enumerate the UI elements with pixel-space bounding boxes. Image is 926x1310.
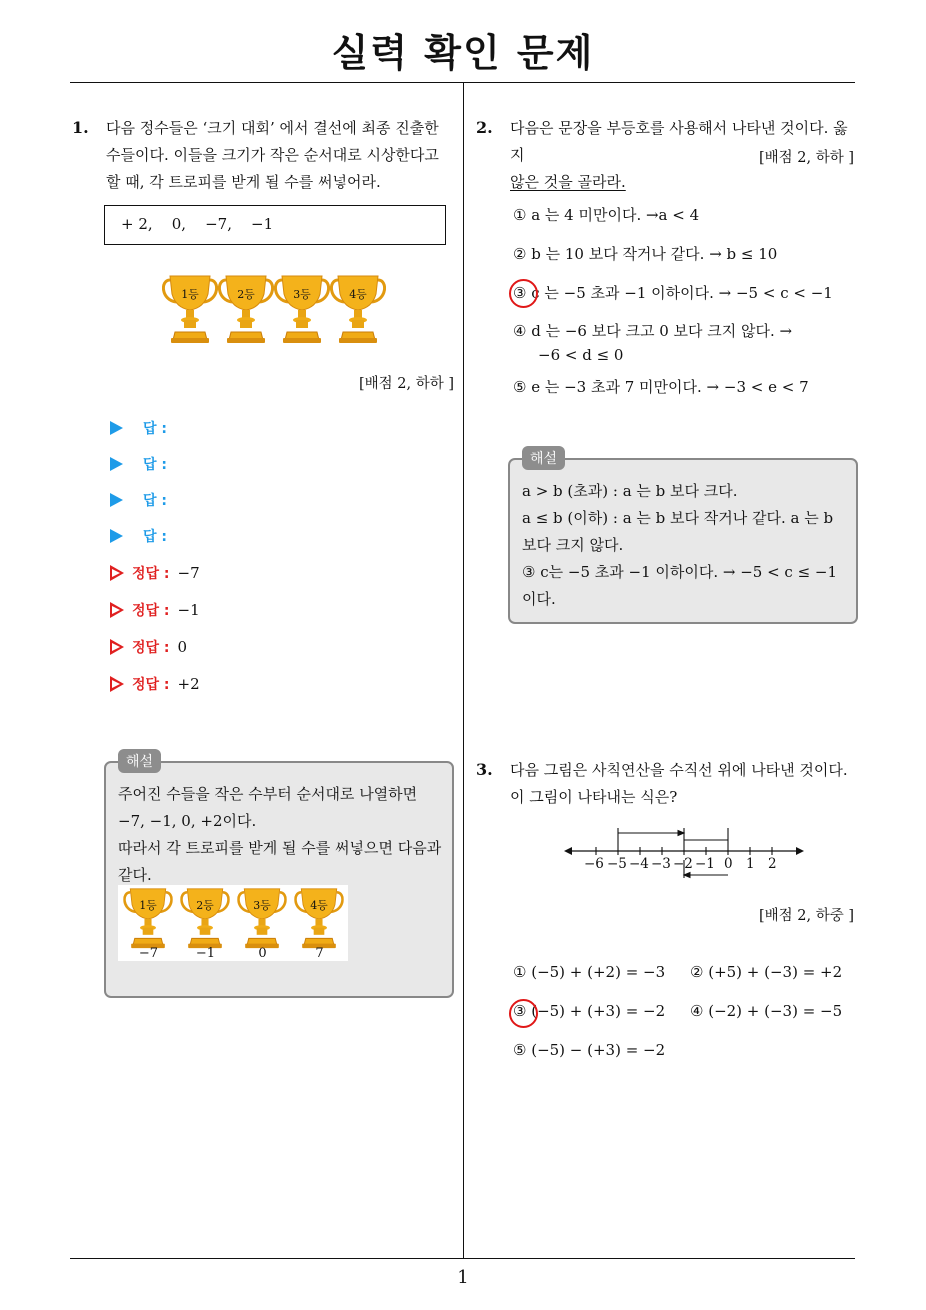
answer-label: 답 : xyxy=(143,493,167,509)
q3-choice-5[interactable]: ⑤ (−5) − (+3) = −2 xyxy=(513,1041,666,1059)
question-3-score: [배점 2, 하중 ] xyxy=(758,908,854,924)
trophy-value: 7 xyxy=(315,946,324,961)
correct-answer-4 xyxy=(110,674,200,694)
trophy-2nd-icon xyxy=(218,274,274,344)
solution-line: 보다 크지 않다. xyxy=(522,536,624,554)
trophy-1st-icon xyxy=(120,887,176,949)
trophy-value: −7 xyxy=(138,946,159,961)
question-1-number: 1. xyxy=(72,118,89,137)
trophy-3rd-icon xyxy=(274,274,330,344)
question-1-number-box xyxy=(104,205,446,245)
q3-choice-3[interactable]: ③ (−5) + (+3) = −2 xyxy=(513,1002,666,1020)
answer-blank-1[interactable] xyxy=(110,418,167,438)
question-3-line: 이 그림이 나타내는 식은? xyxy=(510,788,678,806)
trophy-3rd-icon xyxy=(234,887,290,949)
tick-label: 2 xyxy=(768,856,777,872)
trophy-label: 3등 xyxy=(293,288,311,301)
q2-choice-4-continued: −6 < d ≤ 0 xyxy=(538,346,624,364)
solution-line: 이다. xyxy=(522,590,556,608)
question-1-line: 수들이다. 이들을 크기가 작은 순서대로 시상한다고 xyxy=(106,146,439,164)
tick-label: −4 xyxy=(629,856,649,872)
correct-value: 0 xyxy=(177,638,188,656)
trophy-2nd-icon xyxy=(177,887,233,949)
answer-blank-4[interactable] xyxy=(110,526,167,546)
tick-label: 0 xyxy=(724,856,733,872)
answer-label: 답 : xyxy=(143,421,167,437)
q3-choice-1[interactable]: ① (−5) + (+2) = −3 xyxy=(513,963,666,981)
q2-choice-5[interactable]: ⑤ e 는 −3 초과 7 미만이다. → −3 < e < 7 xyxy=(513,378,809,396)
number-line-labels xyxy=(560,856,810,876)
solution-trophy-image xyxy=(118,885,348,961)
trophy-4th-icon xyxy=(330,274,386,344)
trophy-label: 2등 xyxy=(237,288,255,301)
number-box-text: + 2, 0, −7, −1 xyxy=(121,215,274,233)
solution-line: 따라서 각 트로피를 받게 될 수를 써넣으면 다음과 xyxy=(118,839,442,857)
solution-line: a > b (초과) : a 는 b 보다 크다. xyxy=(522,482,738,500)
solution-tag: 해설 xyxy=(118,749,161,773)
q3-choice-4[interactable]: ④ (−2) + (−3) = −5 xyxy=(690,1002,843,1020)
q2-choice-4[interactable]: ④ d 는 −6 보다 크고 0 보다 크지 않다. → xyxy=(513,322,793,340)
solution-line: 주어진 수들을 작은 수부터 순서대로 나열하면 xyxy=(118,785,418,803)
solution-tag: 해설 xyxy=(522,446,565,470)
page-title: 실력 확인 문제 xyxy=(331,31,595,75)
answer-arrow-icon xyxy=(110,421,123,435)
correct-label: 정답 : xyxy=(132,603,170,619)
q2-choice-1[interactable]: ① a 는 4 미만이다. →a < 4 xyxy=(513,206,700,224)
answer-label: 답 : xyxy=(143,457,167,473)
correct-label: 정답 : xyxy=(132,677,170,693)
question-2-score: [배점 2, 하하 ] xyxy=(758,150,854,166)
correct-value: −7 xyxy=(177,564,200,582)
question-1-score: [배점 2, 하하 ] xyxy=(358,376,454,392)
selected-answer-circle-icon xyxy=(509,999,538,1028)
correct-arrow-icon xyxy=(110,676,124,692)
trophy-row xyxy=(162,274,386,344)
trophy-label: 1등 xyxy=(181,288,199,301)
q2-choice-3[interactable]: ③ c 는 −5 초과 −1 이하이다. → −5 < c < −1 xyxy=(513,284,833,302)
trophy-label: 3등 xyxy=(253,899,271,912)
bottom-rule xyxy=(70,1258,855,1259)
correct-arrow-icon xyxy=(110,602,124,618)
tick-label: 1 xyxy=(746,856,755,872)
question-1-line: 다음 정수들은 ‘크기 대회’ 에서 결선에 최종 진출한 xyxy=(106,119,439,137)
answer-arrow-icon xyxy=(110,529,123,543)
correct-value: −1 xyxy=(177,601,200,619)
trophy-value: 0 xyxy=(258,946,267,961)
correct-arrow-icon xyxy=(110,639,124,655)
question-2-solution-box xyxy=(508,451,858,624)
trophy-label: 1등 xyxy=(139,899,157,912)
question-1-line: 할 때, 각 트로피를 받게 될 수를 써넣어라. xyxy=(106,173,381,191)
trophy-value: −1 xyxy=(195,946,216,961)
trophy-label: 4등 xyxy=(349,288,367,301)
right-arrowhead-icon xyxy=(796,847,804,855)
trophy-4th-icon xyxy=(291,887,347,949)
correct-label: 정답 : xyxy=(132,640,170,656)
answer-blank-3[interactable] xyxy=(110,490,167,510)
correct-label: 정답 : xyxy=(132,566,170,582)
solution-line: 같다. xyxy=(118,866,152,884)
solution-line: −7, −1, 0, +2이다. xyxy=(118,812,257,830)
question-1-solution-box xyxy=(104,754,454,998)
question-3-number: 3. xyxy=(476,760,493,779)
answer-arrow-icon xyxy=(110,493,123,507)
question-2-line: 다음은 문장을 부등호를 사용해서 나타낸 것이다. 옳지 xyxy=(510,119,848,164)
trophy-label: 4등 xyxy=(310,899,328,912)
question-2-line: 않은 것을 골라라. xyxy=(510,173,626,191)
tick-label: −6 xyxy=(584,856,604,872)
correct-answer-1 xyxy=(110,563,200,583)
trophy-label: 2등 xyxy=(196,899,214,912)
tick-label: −1 xyxy=(695,856,715,872)
answer-label: 답 : xyxy=(143,529,167,545)
question-3-text xyxy=(510,757,862,811)
page-number: 1 xyxy=(457,1267,469,1288)
answer-arrow-icon xyxy=(110,457,123,471)
tick-label: −2 xyxy=(673,856,693,872)
correct-answer-3 xyxy=(110,637,187,657)
question-3-line: 다음 그림은 사칙연산을 수직선 위에 나타낸 것이다. xyxy=(510,761,848,779)
tick-label: −3 xyxy=(651,856,671,872)
solution-line: a ≤ b (이하) : a 는 b 보다 작거나 같다. a 는 b xyxy=(522,509,834,527)
q2-choice-2[interactable]: ② b 는 10 보다 작거나 같다. → b ≤ 10 xyxy=(513,245,778,263)
answer-blank-2[interactable] xyxy=(110,454,167,474)
selected-answer-circle-icon xyxy=(509,279,538,308)
column-divider xyxy=(463,83,464,1258)
trophy-1st-icon xyxy=(162,274,218,344)
question-1-text xyxy=(106,115,458,196)
question-2-number: 2. xyxy=(476,118,493,137)
correct-arrow-icon xyxy=(110,565,124,581)
solution-line: ③ c는 −5 초과 −1 이하이다. → −5 < c ≤ −1 xyxy=(522,563,838,581)
correct-value: +2 xyxy=(177,675,200,693)
left-arrowhead-icon xyxy=(564,847,572,855)
tick-label: −5 xyxy=(607,856,627,872)
correct-answer-2 xyxy=(110,600,200,620)
q3-choice-2[interactable]: ② (+5) + (−3) = +2 xyxy=(690,963,843,981)
